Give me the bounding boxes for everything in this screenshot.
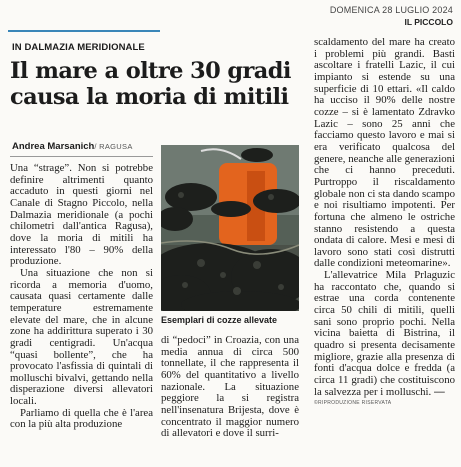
newspaper-name: IL PICCOLO xyxy=(404,17,453,27)
paragraph: Una “strage”. Non si potrebbe definire altrimenti quanto accaduto in questi giorni nel Canale di Stagno Piccolo, nella Dalmazia meridionale (a pochi chilometri dall'antica Ragusa), dove la moria di mitili ha interessato l'80 – 90% della produzione. xyxy=(10,162,153,268)
photo-caption: Esemplari di cozze allevate xyxy=(161,315,278,325)
author-name: Andrea Marsanich xyxy=(12,141,95,152)
section-rule xyxy=(8,30,160,32)
article-column-1 xyxy=(10,163,153,431)
end-mark: — xyxy=(433,385,445,398)
paragraph xyxy=(314,270,455,398)
issue-date: DOMENICA 28 LUGLIO 2024 xyxy=(329,5,453,15)
byline-location: / RAGUSA xyxy=(94,142,133,151)
article-column-2 xyxy=(161,335,299,440)
paragraph: Una situazione che non si ricorda a memoria d'uomo, causata quasi certamente dalle temperature estremamente elevate del mare, che in alcune zone ha addirittura superato i 30 gradi centigradi. Un'acqua “quasi bollente”, che ha provocato l'asfissia di quintali di molluschi bivalvi, gettando nella disperazione diversi allevatori locali. xyxy=(10,266,153,408)
article-headline: Il mare a oltre 30 gradi causa la moria di mitili xyxy=(10,58,291,110)
copyright-credit: ©RIPRODUZIONE RISERVATA xyxy=(314,400,392,407)
mussels-photo xyxy=(161,145,299,311)
article-kicker: IN DALMAZIA MERIDIONALE xyxy=(12,42,145,53)
paragraph: di “pedoci” in Croazia, con una media annua di circa 500 tonnellate, il che rappresenta il 60% del quantitativo a livello nazionale. La situazione peggiore la si registra nell'insenatura Brijesta, dove è concentrato il maggior numero di allevatori e dove il surri- xyxy=(161,334,299,440)
paragraph-text: L'allevatrice Mila Prlaguzic ha raccontato che, quando si estrae una corda contenente circa 50 chili di mitili, quelli sani sono proprio pochi. Nella vicina baietta di Bistrina, il quadro si presenta decisamente migliore, grazie alla presenza di fonti d'acqua dolce e fredda (a circa 11 gradi) che costituiscono la salvezza per i molluschi. xyxy=(314,269,455,398)
paragraph: Parliamo di quella che è l'area con la più alta produzione xyxy=(10,406,153,431)
byline xyxy=(12,141,133,152)
paragraph: scaldamento del mare ha creato i problemi più grandi. Basti ascoltare i fratelli Lazic, il cui impianto si estende su una superficie di 10 ettari. «Il caldo ha ucciso il 90% delle nostre cozze – si è lamentato Zdravko Lazic – sono 25 anni che facciamo questo lavoro e mai si era verificato qualcosa del genere, neanche alle generazioni che ci hanno preceduti. Purtroppo il riscaldamento globale non ci sta dando scampo e noi risultiamo impotenti. Per fortuna che almeno le ostriche stanno resistendo a questa ondata di calore. Mesi e mesi di lavoro sono stati così distrutti dalle condizioni meteomarine». xyxy=(314,36,455,270)
byline-divider xyxy=(10,156,153,157)
masthead xyxy=(330,4,453,28)
article-column-3 xyxy=(314,37,455,410)
